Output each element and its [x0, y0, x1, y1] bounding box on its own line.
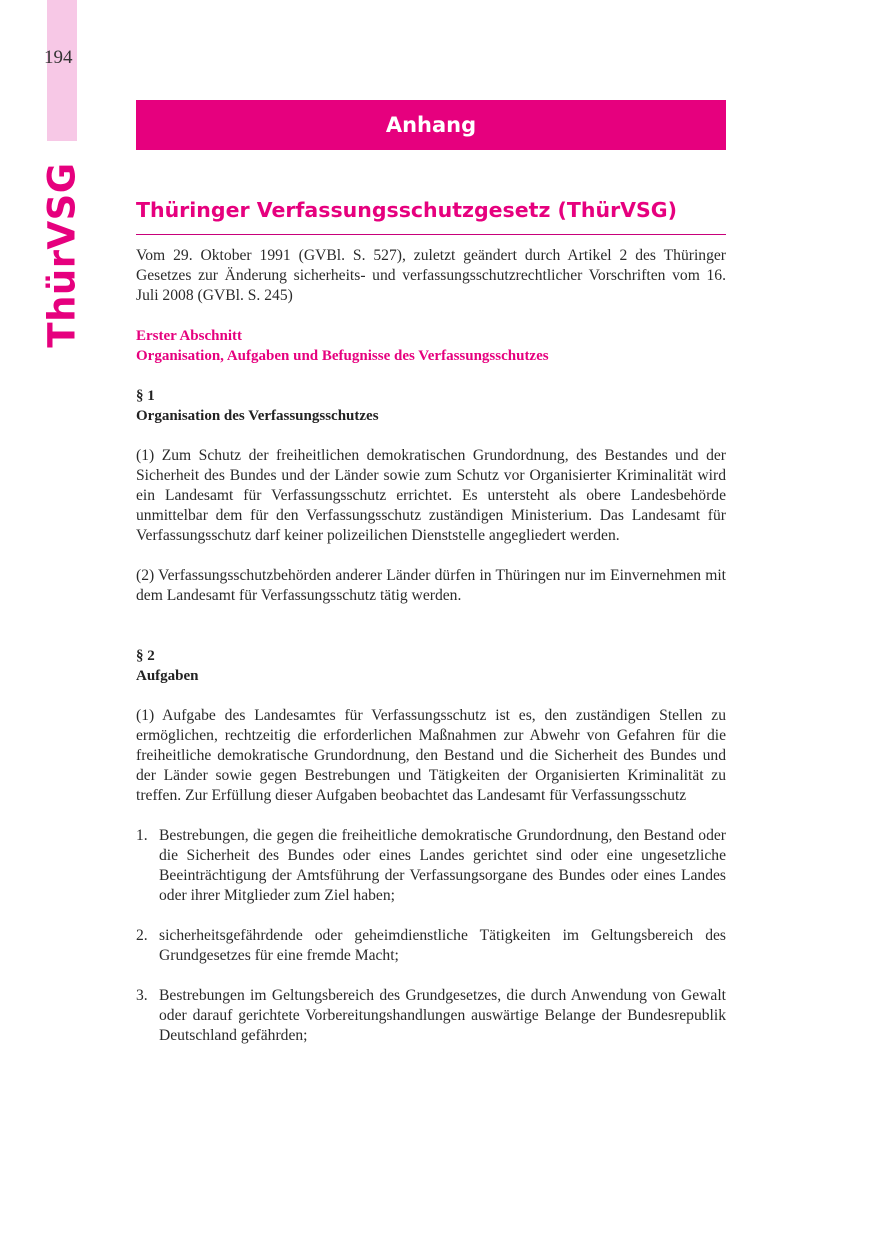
list-item	[136, 986, 726, 1046]
paragraph-number: § 2	[136, 648, 155, 664]
paragraph-2-absatz-1: (1) Aufgabe des Landesamtes für Verfassungsschutz ist es, den zuständigen Stellen zu ermöglichen, rechtzeitig die erforderlichen Maßnahmen zur Abwehr von Gefahren für die freiheitliche demokratische Grundordnung, den Bestand und die Sicherheit des Bundes und der Länder sowie gegen Bestrebungen und Tätigkeiten der Organisierten Kriminalität zu treffen. Zur Erfüllung dieser Aufgaben beobachtet das Landesamt für Verfassungsschutz	[136, 707, 726, 804]
section-banner	[136, 100, 726, 150]
section-label: Erster Abschnitt	[136, 328, 242, 344]
banner-label: Anhang	[385, 113, 477, 137]
law-title: Thüringer Verfassungsschutzgesetz (ThürVSG)	[136, 198, 726, 235]
list-item-number: 2.	[136, 927, 148, 944]
list-item-number: 1.	[136, 827, 148, 844]
list-item-number: 3.	[136, 987, 148, 1004]
law-intro: Vom 29. Oktober 1991 (GVBl. S. 527), zuletzt geändert durch Artikel 2 des Thüringer Gesetzes zur Änderung sicherheits- und verfassungsschutzrechtlicher Vorschriften vom 16. Juli 2008 (GVBl. S. 245)	[136, 247, 726, 304]
page-margin-strip	[47, 0, 77, 141]
list-item-text: Bestrebungen, die gegen die freiheitliche demokratische Grundordnung, den Bestand oder die Sicherheit des Bundes oder eines Landes gerichtet sind oder eine ungesetzliche Beeinträchtigung der Amtsführung der Verfassungsorgane des Bundes oder eines Landes oder ihrer Mitglieder zum Ziel haben;	[159, 827, 726, 904]
paragraph-number: § 1	[136, 388, 155, 404]
side-title: ThürVSG	[40, 162, 84, 348]
paragraph-title: Organisation des Verfassungsschutzes	[136, 408, 379, 424]
paragraph-heading	[136, 646, 726, 686]
paragraph-1-absatz-1: (1) Zum Schutz der freiheitlichen demokratischen Grundordnung, des Bestandes und der Sicherheit des Bundes und der Länder sowie zum Schutz vor Organisierter Kriminalität wird ein Landesamt für Verfassungsschutz errichtet. Es untersteht als obere Landesbehörde unmittelbar dem für den Verfassungsschutz zuständigen Ministerium. Das Landesamt für Verfassungsschutz darf keiner polizeilichen Dienststelle angegliedert werden.	[136, 447, 726, 544]
list-item-text: sicherheitsgefährdende oder geheimdienstliche Tätigkeiten im Geltungsbereich des Grundgesetzes für eine fremde Macht;	[159, 927, 726, 964]
list-item	[136, 826, 726, 906]
page-number: 194	[44, 47, 73, 68]
paragraph-1-absatz-2: (2) Verfassungsschutzbehörden anderer Länder dürfen in Thüringen nur im Einvernehmen mit dem Landesamt für Verfassungsschutz tätig werden.	[136, 567, 726, 604]
section-heading	[136, 326, 726, 366]
list-item-text: Bestrebungen im Geltungsbereich des Grundgesetzes, die durch Anwendung von Gewalt oder darauf gerichtete Vorbereitungshandlungen auswärtige Belange der Bundesrepublik Deutschland gefährden;	[159, 987, 726, 1044]
paragraph-title: Aufgaben	[136, 668, 199, 684]
numbered-list	[136, 826, 726, 1046]
list-item	[136, 926, 726, 966]
section-title: Organisation, Aufgaben und Befugnisse des Verfassungsschutzes	[136, 348, 549, 364]
paragraph-heading	[136, 386, 726, 426]
document-body	[136, 198, 726, 1066]
